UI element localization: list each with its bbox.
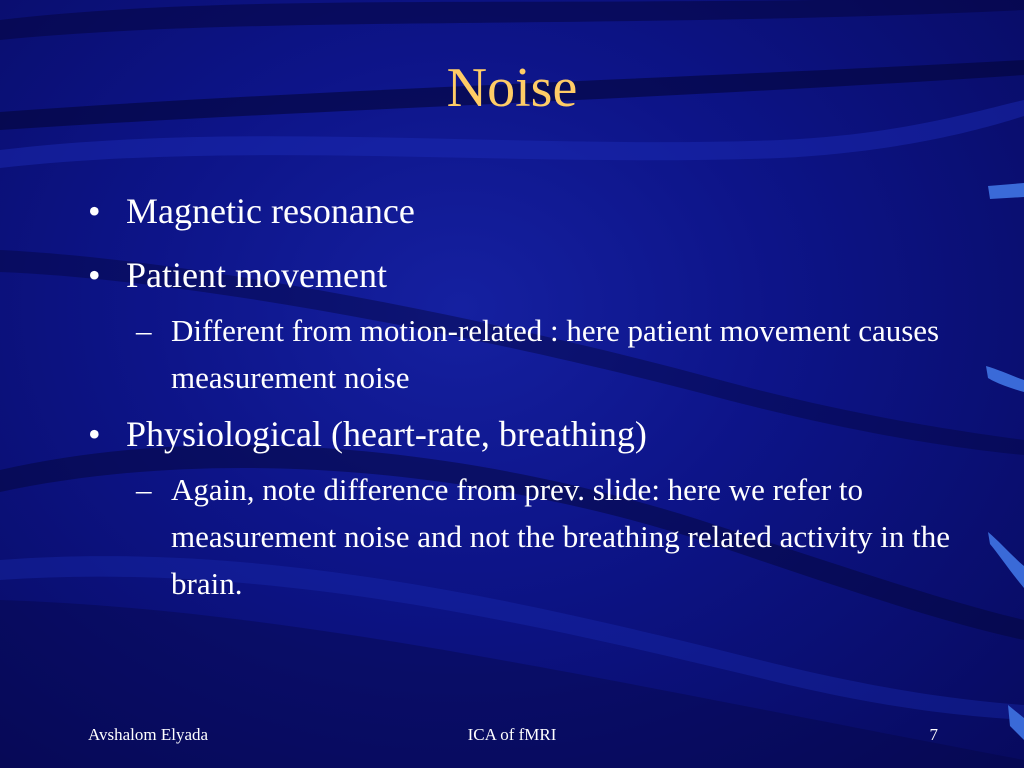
dash-marker: – — [136, 313, 152, 348]
bullet-marker: • — [88, 255, 101, 295]
bullet-marker: • — [88, 414, 101, 454]
bullet-text: Physiological (heart-rate, breathing) — [126, 414, 647, 454]
sub-bullet-item — [136, 466, 958, 607]
footer-author: Avshalom Elyada — [88, 725, 209, 744]
bullet-marker: • — [88, 191, 101, 231]
sub-bullet-text: Different from motion-related : here patient movement causes measurement noise — [171, 313, 940, 395]
footer-title: ICA of fMRI — [467, 725, 557, 744]
footer-page-number: 7 — [929, 725, 938, 744]
slide-title: Noise — [446, 57, 578, 119]
sub-bullet-item — [136, 307, 958, 401]
sub-bullet-text: Again, note difference from prev. slide: here we refer to measurement noise and not the breathing related activity in the brain. — [171, 472, 951, 601]
bullet-item — [88, 188, 958, 234]
bullet-text: Magnetic resonance — [126, 191, 415, 231]
dash-marker: – — [136, 472, 152, 507]
bullet-item — [88, 411, 958, 457]
bullet-text: Patient movement — [126, 255, 387, 295]
bullet-item — [88, 252, 958, 298]
bullet-list — [88, 188, 958, 617]
